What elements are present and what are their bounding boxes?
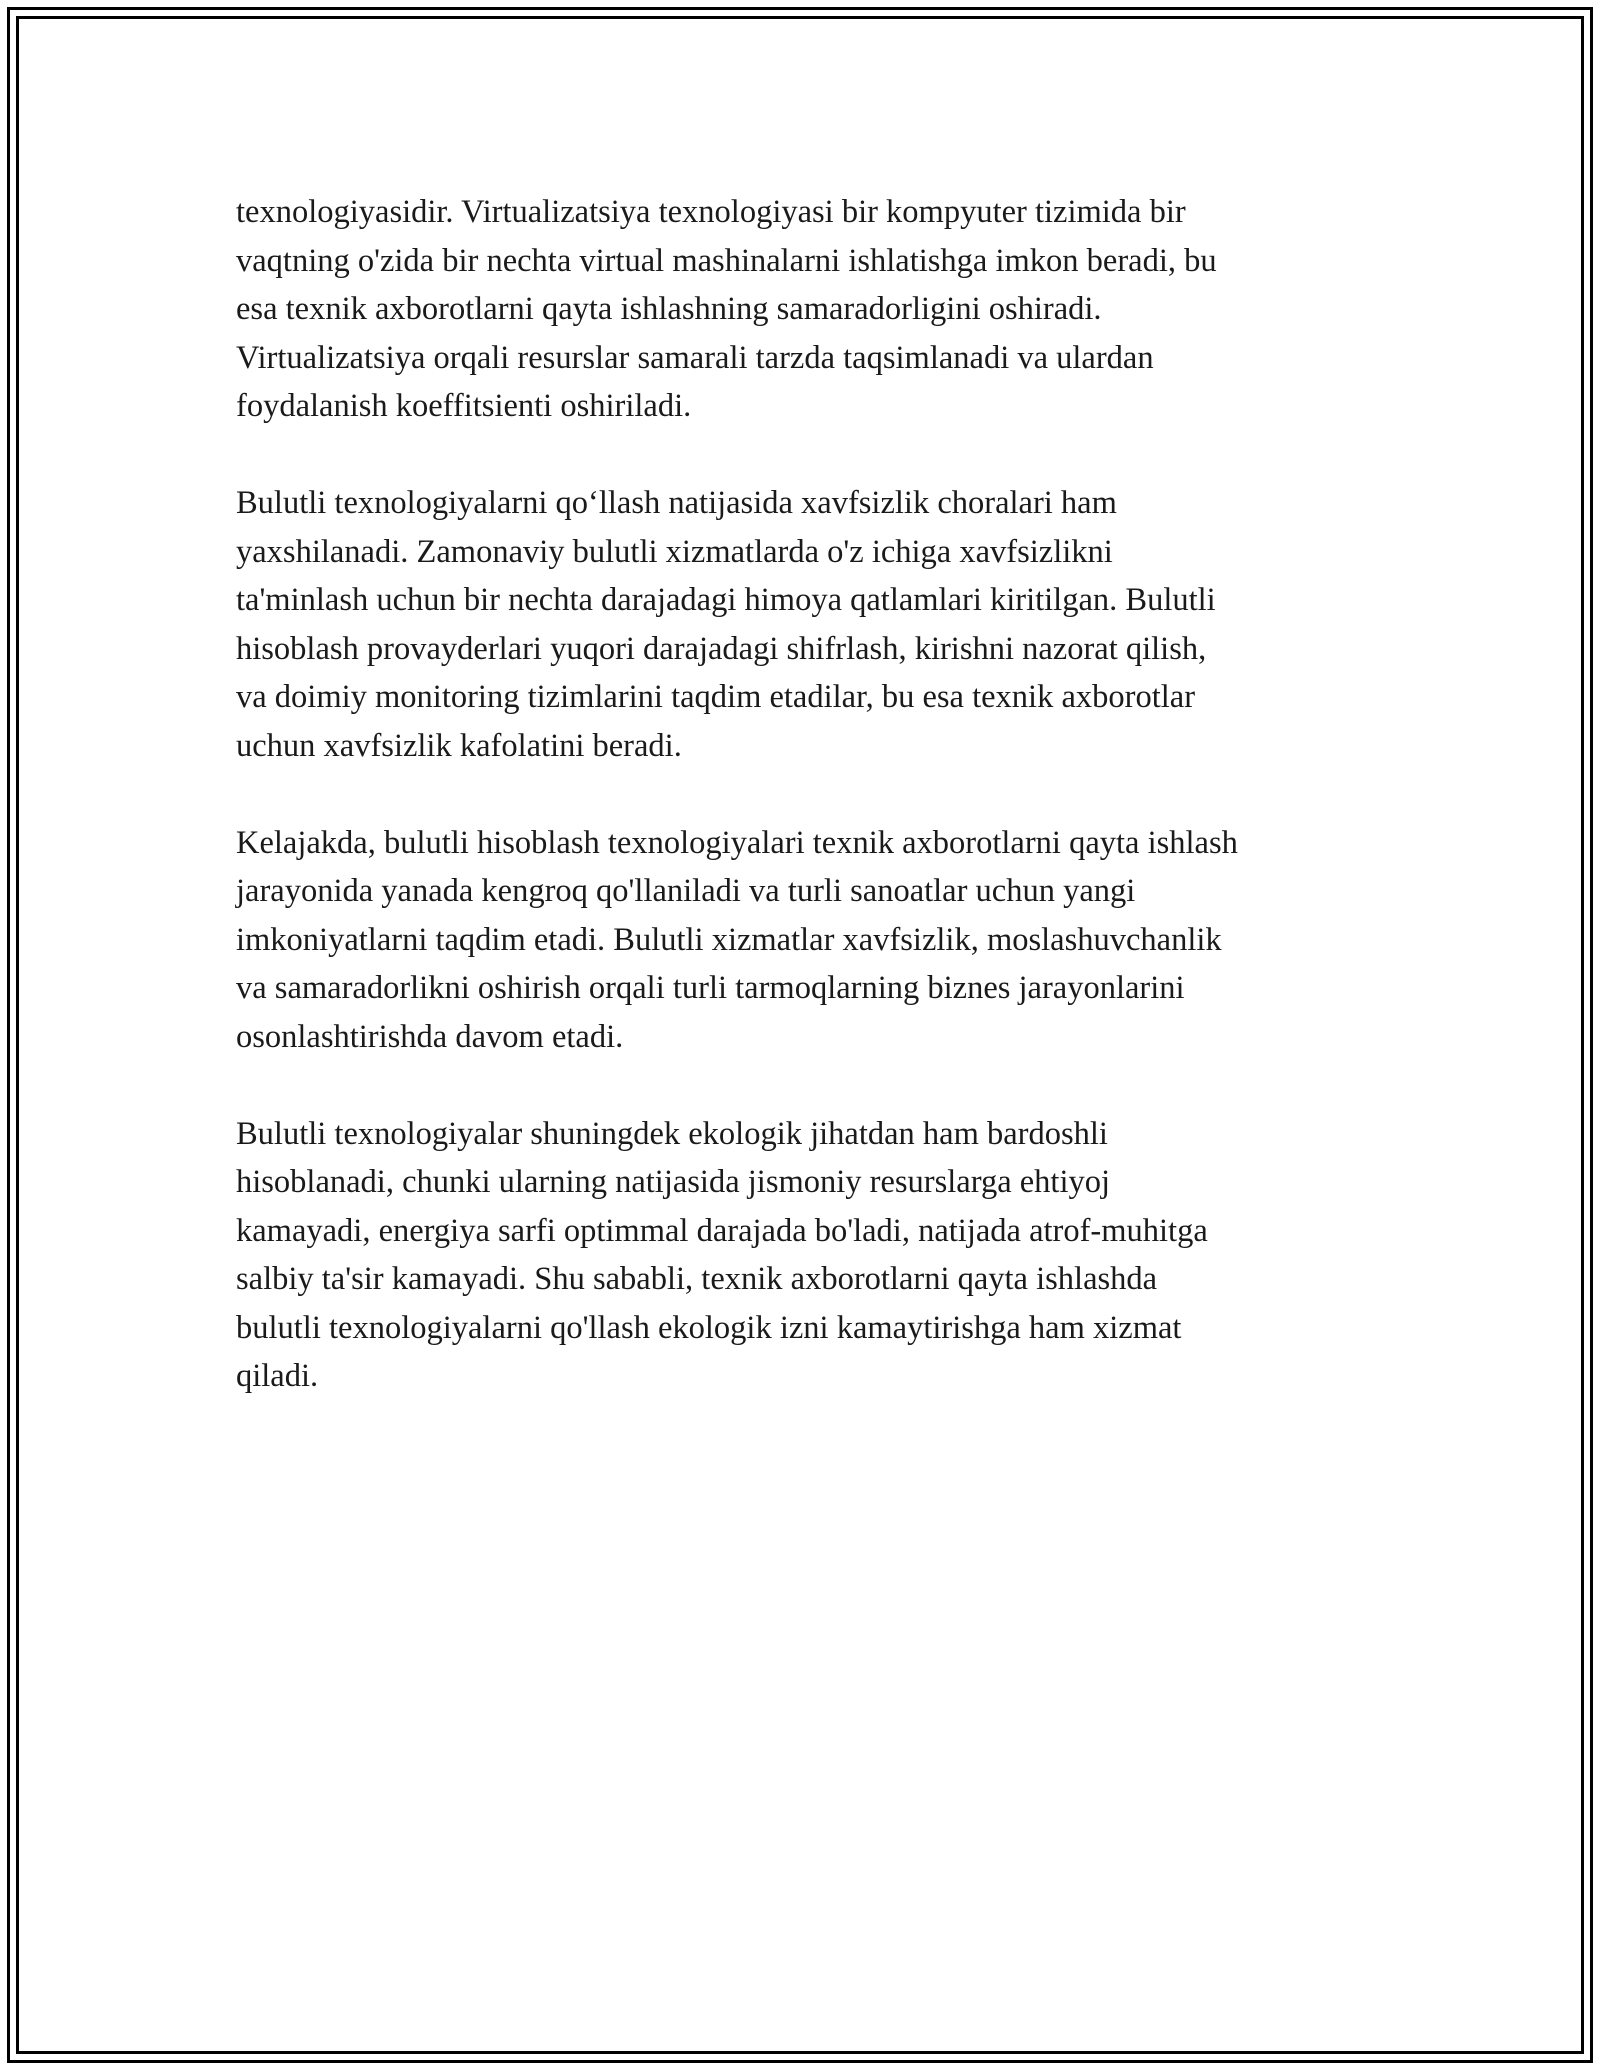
paragraph-ecology: Bulutli texnologiyalar shuningdek ekologik jihatdan ham bardoshli hisoblanadi, chunki ularning natijasida jismoniy resurslarga ehtiyoj kamayadi, energiya sarfi optimmal darajada bo'ladi, natijada atrof-muhitga salbiy ta'sir kamayadi. Shu sababli, texnik axborotlarni qayta ishlashda bulutli texnologiyalarni qo'llash ekologik izni kamaytirishga ham xizmat qiladi. [236, 1115, 1208, 1394]
paragraph-virtualization: texnologiyasidir. Virtualizatsiya texnologiyasi bir kompyuter tizimida bir vaqtning o'zida bir nechta virtual mashinalarni ishlatishga imkon beradi, bu esa texnik axborotlarni qayta ishlashning samaradorligini oshiradi. Virtualizatsiya orqali resurslar samarali tarzda taqsimlanadi va ulardan foydalanish koeffitsienti oshiriladi. [236, 194, 1217, 424]
paragraph-future: Kelajakda, bulutli hisoblash texnologiyalari texnik axborotlarni qayta ishlash jarayonida yanada kengroq qo'llaniladi va turli sanoatlar uchun yangi imkoniyatlarni taqdim etadi. Bulutli xizmatlar xavfsizlik, moslashuvchanlik va samaradorlikni oshirish orqali turli tarmoqlarning biznes jarayonlarini osonlashtirishda davom etadi. [236, 824, 1238, 1055]
document-body [236, 188, 1416, 1449]
paragraph-security: Bulutli texnologiyalarni qo‘llash natijasida xavfsizlik choralari ham yaxshilanadi. Zamonaviy bulutli xizmatlarda o'z ichiga xavfsizlikni ta'minlash uchun bir nechta darajadagi himoya qatlamlari kiritilgan. Bulutli hisoblash provayderlari yuqori darajadagi shifrlash, kirishni nazorat qilish, va doimiy monitoring tizimlarini taqdim etadilar, bu esa texnik axborotlar uchun xavfsizlik kafolatini beradi. [236, 485, 1216, 764]
